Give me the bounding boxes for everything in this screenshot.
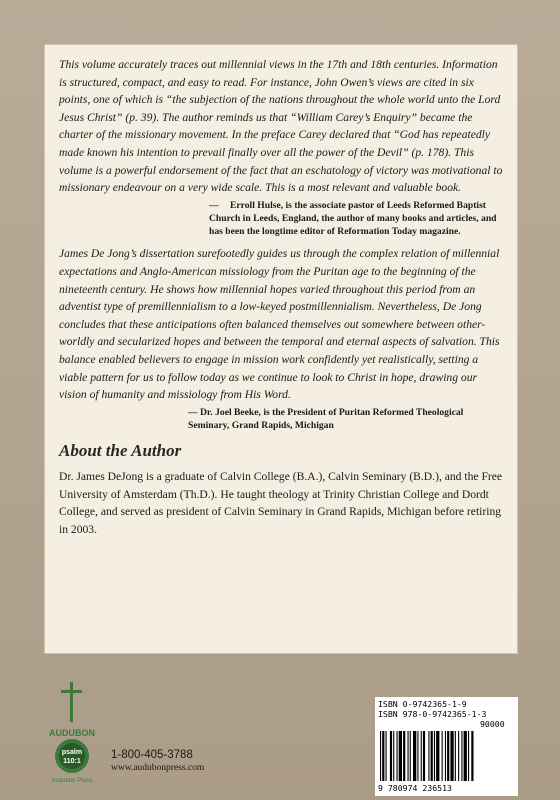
review-attribution-2 [59, 406, 503, 432]
phone-number: 1-800-405-3788 [111, 749, 193, 761]
author-bio: Dr. James DeJong is a graduate of Calvin College (B.A.), Calvin Seminary (B.D.), and the Free University of Amsterdam (Th.D.). He taught theology at Trinity Christian College and Dordt College, and served as president of Calvin Seminary in Grand Rapids, Michigan before retiring in 2003. [59, 470, 503, 536]
publisher-contact [111, 748, 204, 774]
isbn-10: ISBN 0-9742365-1-9 [378, 699, 467, 709]
barcode [378, 731, 515, 783]
logo-badge-line-2: 110:1 [63, 758, 81, 765]
attribution-text: Erroll Hulse, is the associate pastor of Leeds Reformed Baptist Church in Leeds, England, the author of many books and articles, and has been the longtime editor of Reformation Today magazine. [209, 199, 497, 238]
website-link[interactable]: www.audubonpress.com [111, 763, 205, 773]
review-attribution-1 [59, 199, 503, 239]
text-panel [44, 44, 518, 654]
isbn-barcode-block [375, 697, 518, 796]
isbn-13: ISBN 978-0-9742365-1-3 [378, 709, 487, 719]
logo-top-text: AUDUBON [49, 728, 95, 738]
price-code: 90000 [480, 719, 505, 729]
about-author-heading: About the Author [59, 441, 182, 461]
review-blurb-2: James De Jong’s dissertation surefootedly guides us through the complex relation of millennial expectations and Anglo-American missiology from the Puritan age to the beginning of the nineteenth century. He shows how millennial hopes varied throughout this period from an adventist type of premillennialism to a low-keyed postmillennialism. Nevertheless, De Jong concludes that these anticipations often balanced themselves out somewhere between other-worldly and secularized hopes and between the temporal and eternal aspects of salvation. This balance enabled believers to engage in mission work confidently yet realistically, setting a viable pattern for us to follow today as we continue to look to Christ in hope, drawing our vision of humanity and missiology from His Word. [59, 247, 500, 402]
em-dash: — [188, 406, 198, 418]
em-dash: — [209, 199, 219, 211]
logo-badge-line-1: psalm [61, 749, 83, 756]
publisher-logo [38, 676, 106, 792]
attribution-text: Dr. Joel Beeke, is the President of Puritan Reformed Theological Seminary, Grand Rapids, Michigan [188, 406, 464, 431]
barcode-number: 9 780974 236513 [378, 783, 452, 793]
review-blurb-1: This volume accurately traces out millennial views in the 17th and 18th centuries. Information is structured, compact, and easy to read. For instance, John Owen’s views are cited in six points, one of which is “the subjection of the nations throughout the whole world unto the Lord Jesus Christ” (p. 39). The author reminds us that “William Carey’s Enquiry” became the charter of the missionary movement. In the preface Carey declared that “God has repeatedly made known his intention to prevail finally over all the power of the Devil” (p. 178). This volume is a powerful endorsement of the fact that an eschatology of victory was motivational to missionary endeavour on a very wide scale. This is a most relevant and valuable book. [59, 58, 503, 195]
logo-bottom-text: Audubon Press [51, 778, 93, 784]
